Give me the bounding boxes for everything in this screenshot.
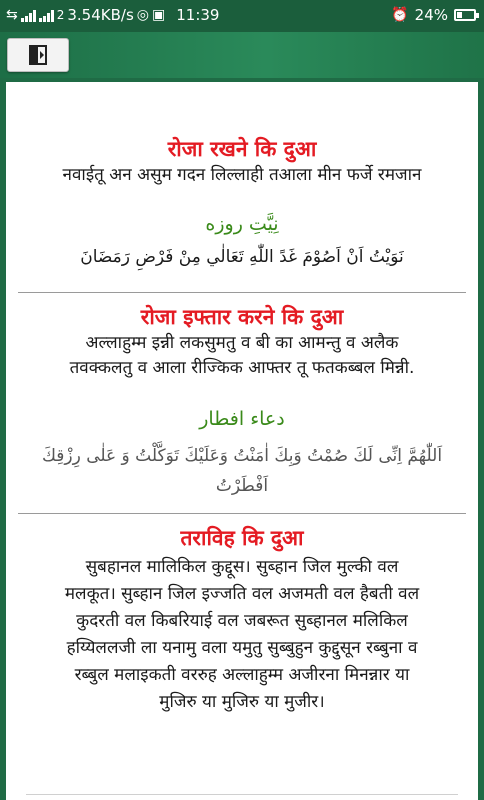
battery-percent: 24% (414, 6, 448, 24)
alarm-icon: ⏰ (391, 7, 409, 23)
content-card (6, 82, 478, 800)
dua-line: हय्यिललजी ला यनामु वला यमुतु सुब्बुहुन कुद्दुसून रब्बुना व (66, 638, 418, 658)
wifi-hotspot-icon: ◎ (136, 7, 149, 23)
battery-icon (454, 9, 476, 21)
clock: 11:39 (176, 6, 220, 24)
arabic-dua-text: نَوَيْتُ اَنْ اَصُوْمَ غَدً اللّٰهِ تَعَالٰي مِنْ فَرْضِ رَمَضَانَ (80, 247, 404, 267)
section-title: तराविह कि दुआ (180, 526, 304, 550)
transliteration-text: नवाईतू अन असुम गदन लिल्लाही तआला मीन फर्जे रमजान (62, 165, 422, 185)
arabic-dua-line: اَفْطَرْتُ (215, 476, 269, 496)
data-arrows-icon: ⇆ (6, 7, 18, 23)
dua-line: सुबहानल मालिकिल कुद्दूस। सुब्हान जिल मुल्की वल (85, 557, 399, 577)
dua-line: मलकूत। सुब्हान जिल इज्जति वल अजमती वल हैबती वल (64, 584, 420, 604)
network-speed: 3.54KB/s (67, 6, 134, 24)
section-roza-rakhne (6, 82, 478, 272)
arabic-dua-line: اَللّٰهُمَّ اِنِّى لَكَ صُمْتُ وَبِكَ اٰمَنْتُ وَعَلَيْكَ تَوَكَّلْتُ وَ عَلٰى رِزْقِكَ (41, 446, 443, 466)
image-icon: ▣ (152, 7, 166, 23)
status-bar (0, 0, 484, 32)
transliteration-line: तवक्कलतु व आला रीज्किक आफ्तर तू फतकब्बल मिन्नी. (69, 358, 415, 378)
action-bar (0, 32, 484, 78)
dua-line: रब्बुल मलाइकती वररुह अल्लाहुम्म अजीरना मिनन्नार या (74, 665, 410, 685)
drawer-toggle-button[interactable] (7, 38, 69, 72)
drawer-toggle-icon (29, 45, 47, 65)
dua-line: कुदरती वल किबरियाई वल जबरूत सुब्हानल मलिकिल (76, 611, 408, 631)
section-title: रोजा रखने कि दुआ (167, 137, 317, 161)
arabic-title: دعاء افطار (199, 408, 285, 430)
signal-bars-icon (21, 9, 36, 22)
section-taravih (6, 514, 478, 716)
transliteration-line: अल्लाहुम्म इन्नी लकसुमतु व बी का आमन्तु व अलैक (85, 333, 399, 353)
signal-bars-icon-2 (39, 9, 54, 22)
status-left (6, 6, 219, 24)
sim-label: 2 (56, 8, 65, 22)
dua-line: मुजिरु या मुजिरु या मुजीर। (159, 692, 325, 712)
status-right (391, 6, 476, 24)
bottom-divider (26, 794, 458, 800)
arabic-title: نِيَّتِ روزه (205, 213, 279, 235)
section-roza-iftar (6, 293, 478, 501)
section-title: रोजा इफ्तार करने कि दुआ (140, 305, 344, 329)
